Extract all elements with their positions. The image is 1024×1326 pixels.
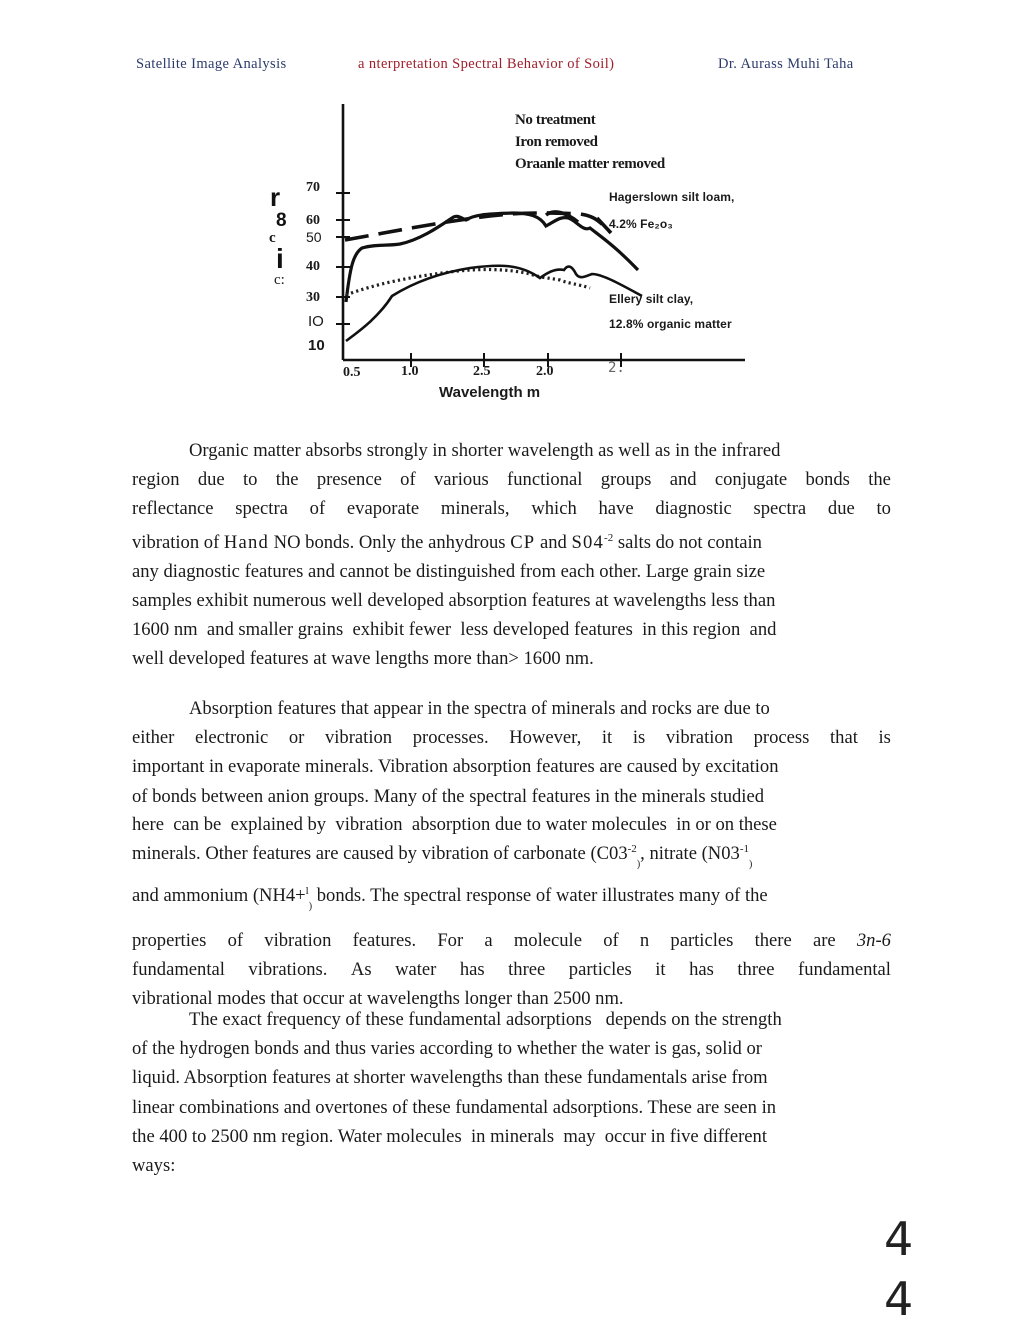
text-line: Organic matter absorbs strongly in shorter wavelength as well as in the infrared bbox=[189, 440, 781, 461]
text-line: well developed features at wave lengths more than> 1600 nm. bbox=[132, 648, 594, 670]
annotation-hagerstown: Hagerslown silt loam, bbox=[609, 190, 735, 204]
y-axis-label-char: r bbox=[270, 182, 281, 212]
x-tick-label: 1.0 bbox=[401, 364, 419, 379]
text-line: the 400 to 2500 nm region. Water molecules in minerals may occur in five different bbox=[132, 1125, 767, 1147]
text-line: ways: bbox=[132, 1155, 176, 1177]
text-line: vibration of Hand NO bonds. Only the anhydrous CP and $S04^{-2}$ salts do not contain bbox=[132, 531, 762, 553]
x-tick-label: 2.5 bbox=[473, 364, 491, 379]
y-axis-label-char: c bbox=[269, 230, 276, 246]
y-axis-label-char: i bbox=[276, 243, 284, 274]
text-line: of bonds between anion groups. Many of the spectral features in the minerals studied bbox=[132, 785, 765, 807]
text-line: minerals. Other features are caused by vibration of carbonate ($C03^{-2}_)$, nitrate ($N03^{-1}_)$ bbox=[132, 842, 753, 870]
annotation-ellery-organic: 12.8% organic matter bbox=[609, 317, 732, 331]
paragraph-organic-matter bbox=[132, 436, 891, 674]
page-number: 4 bbox=[884, 1272, 914, 1326]
annotation-hagerstown-iron: 4.2% Fe₂o₃ bbox=[609, 217, 673, 231]
spectral-figure bbox=[250, 96, 770, 416]
x-tick-label: 0.5 bbox=[343, 365, 361, 380]
text-line: samples exhibit numerous well developed absorption features at wavelengths less than bbox=[132, 590, 776, 612]
text-line: and ammonium (NH4+$^l_)$ bonds. The spectral response of water illustrates many of the bbox=[132, 884, 768, 912]
y-axis-label-char: c: bbox=[274, 272, 285, 288]
y-tick-label: 60 bbox=[306, 213, 320, 228]
text-line: vibrational modes that occur at wavelengths longer than 2500 nm. bbox=[132, 988, 624, 1010]
spectral-plot bbox=[250, 96, 770, 416]
text-line: Absorption features that appear in the spectra of minerals and rocks are due to bbox=[189, 698, 770, 719]
text-line: either electronic or vibration processes. However, it is vibration process that is bbox=[132, 727, 891, 749]
text-line: properties of vibration features. For a molecule of n particles there are 3n-6 bbox=[132, 929, 891, 951]
text-line: liquid. Absorption features at shorter wavelengths than these fundamentals arise from bbox=[132, 1067, 768, 1089]
legend-item: Iron removed bbox=[515, 134, 598, 150]
text-line: linear combinations and overtones of these fundamental adsorptions. These are seen in bbox=[132, 1096, 777, 1118]
text-line: any diagnostic features and cannot be distinguished from each other. Large grain size bbox=[132, 560, 766, 582]
header-subtitle: a nterpretation Spectral Behavior of Soil) bbox=[358, 56, 615, 72]
y-tick-label: IO bbox=[308, 313, 324, 330]
x-axis-label: Wavelength m bbox=[439, 384, 541, 401]
header-title: Satellite Image Analysis bbox=[136, 56, 287, 72]
paragraph-absorption-features bbox=[132, 694, 891, 1013]
page-number: 4 bbox=[884, 1212, 914, 1266]
x-tick-label: 2. bbox=[608, 360, 625, 376]
paragraph-fundamental-frequency bbox=[132, 1005, 891, 1180]
y-tick-label: 70 bbox=[306, 180, 320, 195]
curve-organic-soil bbox=[346, 266, 642, 341]
text-line: here can be explained by vibration absorption due to water molecules in or on these bbox=[132, 813, 777, 835]
header-author: Dr. Aurass Muhi Taha bbox=[718, 56, 854, 72]
text-line: important in evaporate minerals. Vibration absorption features are caused by excitation bbox=[132, 756, 779, 778]
y-tick-label: 10 bbox=[308, 337, 325, 354]
annotation-ellery: Ellery silt clay, bbox=[609, 292, 694, 306]
y-tick-label: 40 bbox=[306, 259, 320, 274]
y-tick-label: 50 bbox=[306, 229, 322, 245]
text-line: of the hydrogen bonds and thus varies according to whether the water is gas, solid or bbox=[132, 1038, 762, 1060]
text-line: The exact frequency of these fundamental adsorptions depends on the strength bbox=[189, 1009, 782, 1030]
legend-item: Oraanle matter removed bbox=[515, 156, 665, 172]
text-line: 1600 nm and smaller grains exhibit fewer less developed features in this region and bbox=[132, 619, 777, 641]
y-axis-label-char: 8 bbox=[276, 210, 287, 231]
y-tick-label: 30 bbox=[306, 290, 320, 305]
curve-organic-removed bbox=[346, 270, 590, 295]
text-line: fundamental vibrations. As water has three particles it has three fundamental bbox=[132, 959, 891, 981]
text-line: reflectance spectra of evaporate minerals, which have diagnostic spectra due to bbox=[132, 498, 891, 520]
text-line: region due to the presence of various functional groups and conjugate bonds the bbox=[132, 469, 891, 491]
legend-item: No treatment bbox=[515, 112, 596, 128]
curve-iron-removed bbox=[346, 213, 638, 302]
x-tick-label: 2.0 bbox=[536, 364, 554, 379]
